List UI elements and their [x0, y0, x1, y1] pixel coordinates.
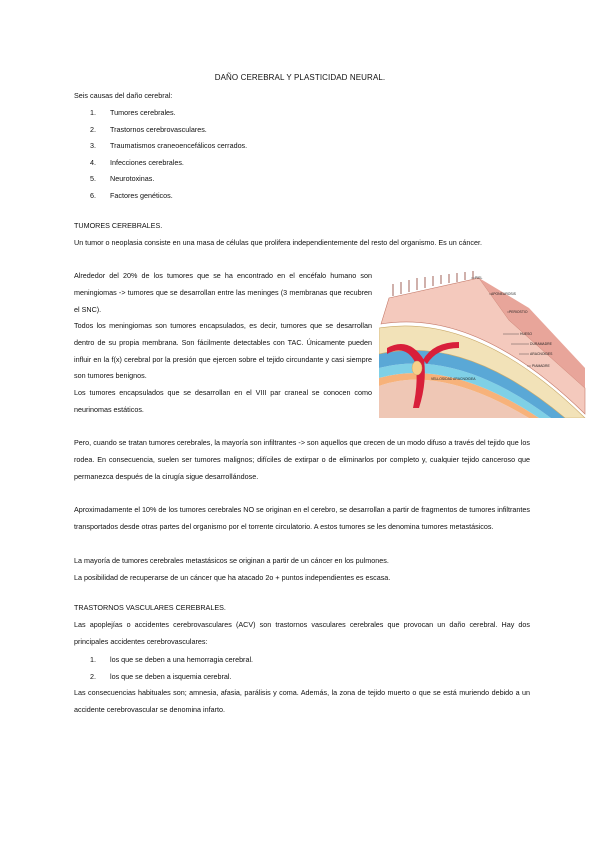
document-page: DAÑO CEREBRAL Y PLASTICIDAD NEURAL. Seis causas del daño cerebral: 1. Tumores cerebrales. 2. Trastornos cerebrovasculares. 3. Traumatismos craneoencefálicos cerrados. 4. Infecciones cerebrales. 5. Neurotoxinas. 6. Factores genéticos. TUMORES CEREBRALES. Un tumor o neoplasia consiste en una masa de células que prolifera independientemente del resto del organismo. Es un cáncer. Alrededor del 20% de los tumores que se ha encontrado en el encéfalo humano son meningiomas -> tumores que se desarrollan entre las meninges (3 membranas que recubren el SNC). Todos los meningiomas son tumores encapsulados, es decir, tumores que se desarrollan dentro de su propia membrana. Son fácilmente detectables con TAC. Únicamente pueden influir en la f(x) cerebral por la presión que ejercen sobre el tejido circundante y casi siempre son tumores benignos. Los tumores encapsulados que se desarrollan en el VIII par craneal se conocen como neurinomas estáticos. PIEL APONEUROSIS PERIOSTIO HUESO DURAMADRE ARACNOIDES PIAMADRE VELLOSIDAD ARACNOIDEA Pero, cuando se tratan tumores cerebrales, la mayoría son infiltrantes -> son aquellos que crecen de un modo difuso a través del tejido que los rodea. En consecuencia, suelen ser tumores malignos; difíciles de extirpar o de eliminarlos por completo y, cualquier tejido canceroso que permanezca después de la cirugía sigue desarrollándose. Aproximadamente el 10% de los tumores cerebrales NO se originan en el cerebro, se desarrollan a partir de fragmentos de tumores infiltrantes transportados desde otras partes del organismo por el torrente circulatorio. A estos tumores se les denomina tumores metastásicos. La mayoría de tumores cerebrales metastásicos se originan a partir de un cáncer en los pulmones. La posibilidad de recuperarse de un cáncer que ha atacado 2o + puntos independientes es escasa. TRASTORNOS VASCULARES CEREBRALES. Las apoplejías o accidentes cerebrovasculares (ACV) son trastornos vasculares cerebrales que provocan un daño cerebral. Hay dos principales accidentes cerebrovasculares: 1. los que se deben a una hemorragia cerebral. 2. los que se deben a isquemia cerebral. Las consecuencias habituales son; amnesia, afasia, parálisis y coma. Además, la zona de tejido muerto o que se está muriendo debido a un accidente cerebrovascular se denomina infarto.	[0, 0, 600, 848]
arachnoid-granulation	[412, 361, 422, 375]
vascular-paragraph: Las consecuencias habituales son; amnesia, afasia, parálisis y coma. Además, la zona de tejido muerto o que se está muriendo debido a un accidente cerebrovascular se denomina infarto.	[74, 688, 530, 714]
vascular-paragraph: Las apoplejías o accidentes cerebrovasculares (ACV) son trastornos vasculares cerebrales que provocan un daño cerebral. Hay dos principales accidentes cerebrovasculares:	[74, 620, 530, 646]
meninges-diagram	[379, 268, 589, 418]
label-hueso: HUESO	[520, 332, 533, 336]
section-heading-tumors: TUMORES CEREBRALES.	[74, 221, 163, 230]
tumors-paragraph: Alrededor del 20% de los tumores que se ha encontrado en el encéfalo humano son meningiomas -> tumores que se desarrollan entre las meninges (3 membranas que recubren el SNC).	[74, 271, 372, 314]
tumors-paragraph: Pero, cuando se tratan tumores cerebrales, la mayoría son infiltrantes -> son aquellos que crecen de un modo difuso a través del tejido que los rodea. En consecuencia, suelen ser tumores malignos; difíciles de extirpar o de eliminarlos por completo y, cualquier tejido canceroso que permanezca después de la cirugía sigue desarrollándose.	[74, 438, 530, 481]
tumors-paragraph: Los tumores encapsulados que se desarrollan en el VIII par craneal se conocen como neurinomas estáticos.	[74, 388, 372, 414]
tumors-paragraph: Aproximadamente el 10% de los tumores cerebrales NO se originan en el cerebro, se desarrollan a partir de fragmentos de tumores infiltrantes transportados desde otras partes del organismo por el torrente circulatorio. A estos tumores se les denomina tumores metastásicos.	[74, 505, 530, 531]
tumors-paragraph: Todos los meningiomas son tumores encapsulados, es decir, tumores que se desarrollan dentro de su propia membrana. Son fácilmente detectables con TAC. Únicamente pueden influir en la f(x) cerebral por la presión que ejercen sobre el tejido circundante y casi siempre son tumores benignos.	[74, 321, 372, 381]
tumors-paragraph: Un tumor o neoplasia consiste en una masa de células que prolifera independientemente del resto del organismo. Es un cáncer.	[74, 238, 482, 247]
label-aponeurosis: APONEUROSIS	[491, 292, 516, 296]
tumors-paragraph: La mayoría de tumores cerebrales metastásicos se originan a partir de un cáncer en los pulmones.	[74, 556, 389, 565]
label-vellosidad: VELLOSIDAD ARACNOIDEA	[431, 377, 476, 381]
label-piel: PIEL	[475, 276, 483, 280]
intro-text: Seis causas del daño cerebral:	[74, 91, 173, 100]
section-heading-vascular: TRASTORNOS VASCULARES CEREBRALES.	[74, 603, 226, 612]
meninges-illustration	[379, 268, 589, 418]
label-piamadre: PIAMADRE	[532, 364, 550, 368]
label-periostio: PERIOSTIO	[509, 310, 528, 314]
tumors-paragraph: La posibilidad de recuperarse de un cáncer que ha atacado 2o + puntos independientes es escasa.	[74, 573, 391, 582]
document-title: DAÑO CEREBRAL Y PLASTICIDAD NEURAL.	[214, 73, 386, 82]
label-duramadre: DURAMADRE	[530, 342, 552, 346]
label-aracnoides: ARACNOIDES	[530, 352, 553, 356]
